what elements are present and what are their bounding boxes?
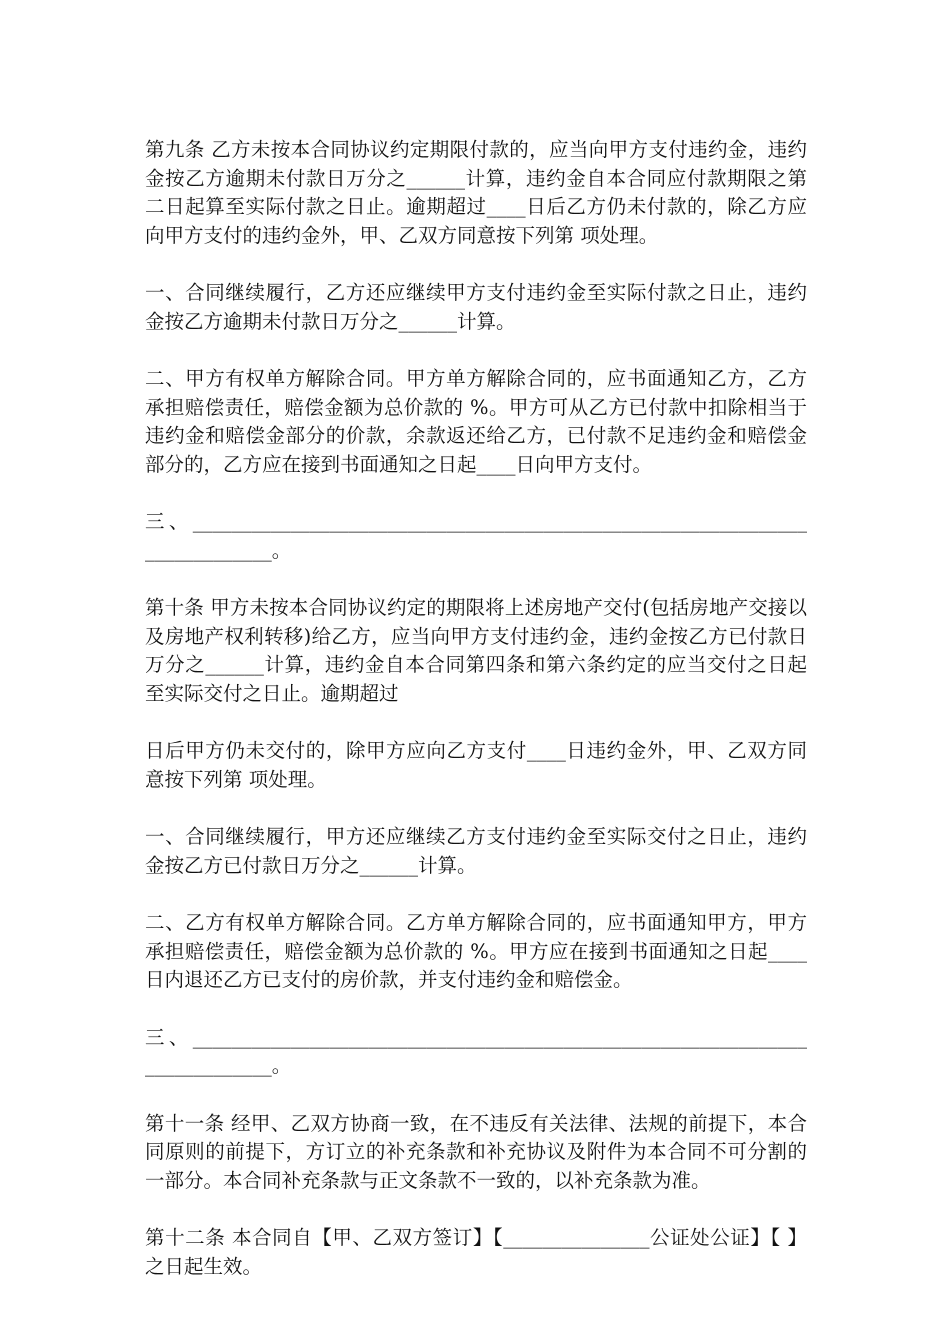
article-11: 第十一条 经甲、乙双方协商一致，在不违反有关法律、法规的前提下，本合同原则的前提下，方订立的补充条款和补充协议及附件为本合同不可分割的一部分。本合同补充条款与正文条款不一致的，以补充条款为准。	[145, 1111, 807, 1192]
article-10-option-2: 二、乙方有权单方解除合同。乙方单方解除合同的，应书面通知甲方，甲方承担赔偿责任，赔偿金额为总价款的 %。甲方应在接到书面通知之日起____日内退还乙方已支付的房价款，并支付违约金和赔偿金。	[145, 911, 807, 991]
article-10-option-1: 一、合同继续履行，甲方还应继续乙方支付违约金至实际交付之日止，违约金按乙方已付款日万分之______计算。	[145, 825, 807, 877]
article-9: 第九条 乙方未按本合同协议约定期限付款的，应当向甲方支付违约金，违约金按乙方逾期未付款日万分之______计算，违约金自本合同应付款期限之第二日起算至实际付款之日止。逾期超过____日后乙方仍未付款的，除乙方应向甲方支付的违约金外，甲、乙双方同意按下列第 项处理。	[145, 138, 807, 247]
article-9-option-3: 三、____________________________________________________________________________。	[145, 510, 807, 562]
article-9-option-1: 一、合同继续履行，乙方还应继续甲方支付违约金至实际付款之日止，违约金按乙方逾期未付款日万分之______计算。	[145, 281, 807, 333]
article-10-continued: 日后甲方仍未交付的，除甲方应向乙方支付____日违约金外，甲、乙双方同意按下列第 项处理。	[145, 739, 807, 791]
article-10: 第十条 甲方未按本合同协议约定的期限将上述房地产交付(包括房地产交接以及房地产权利转移)给乙方，应当向甲方支付违约金，违约金按乙方已付款日万分之______计算，违约金自本合同第四条和第六条约定的应当交付之日起至实际交付之日止。逾期超过	[145, 596, 807, 705]
article-9-option-2: 二、甲方有权单方解除合同。甲方单方解除合同的，应书面通知乙方，乙方承担赔偿责任，赔偿金额为总价款的 %。甲方可从乙方已付款中扣除相当于违约金和赔偿金部分的价款，余款返还给乙方，已付款不足违约金和赔偿金部分的，乙方应在接到书面通知之日起____日向甲方支付。	[145, 367, 807, 476]
article-12: 第十二条 本合同自【甲、乙双方签订】【_______________公证处公证】【 】之日起生效。	[145, 1226, 807, 1278]
document-page	[145, 136, 807, 1310]
article-10-option-3: 三、____________________________________________________________________________。	[145, 1025, 807, 1077]
